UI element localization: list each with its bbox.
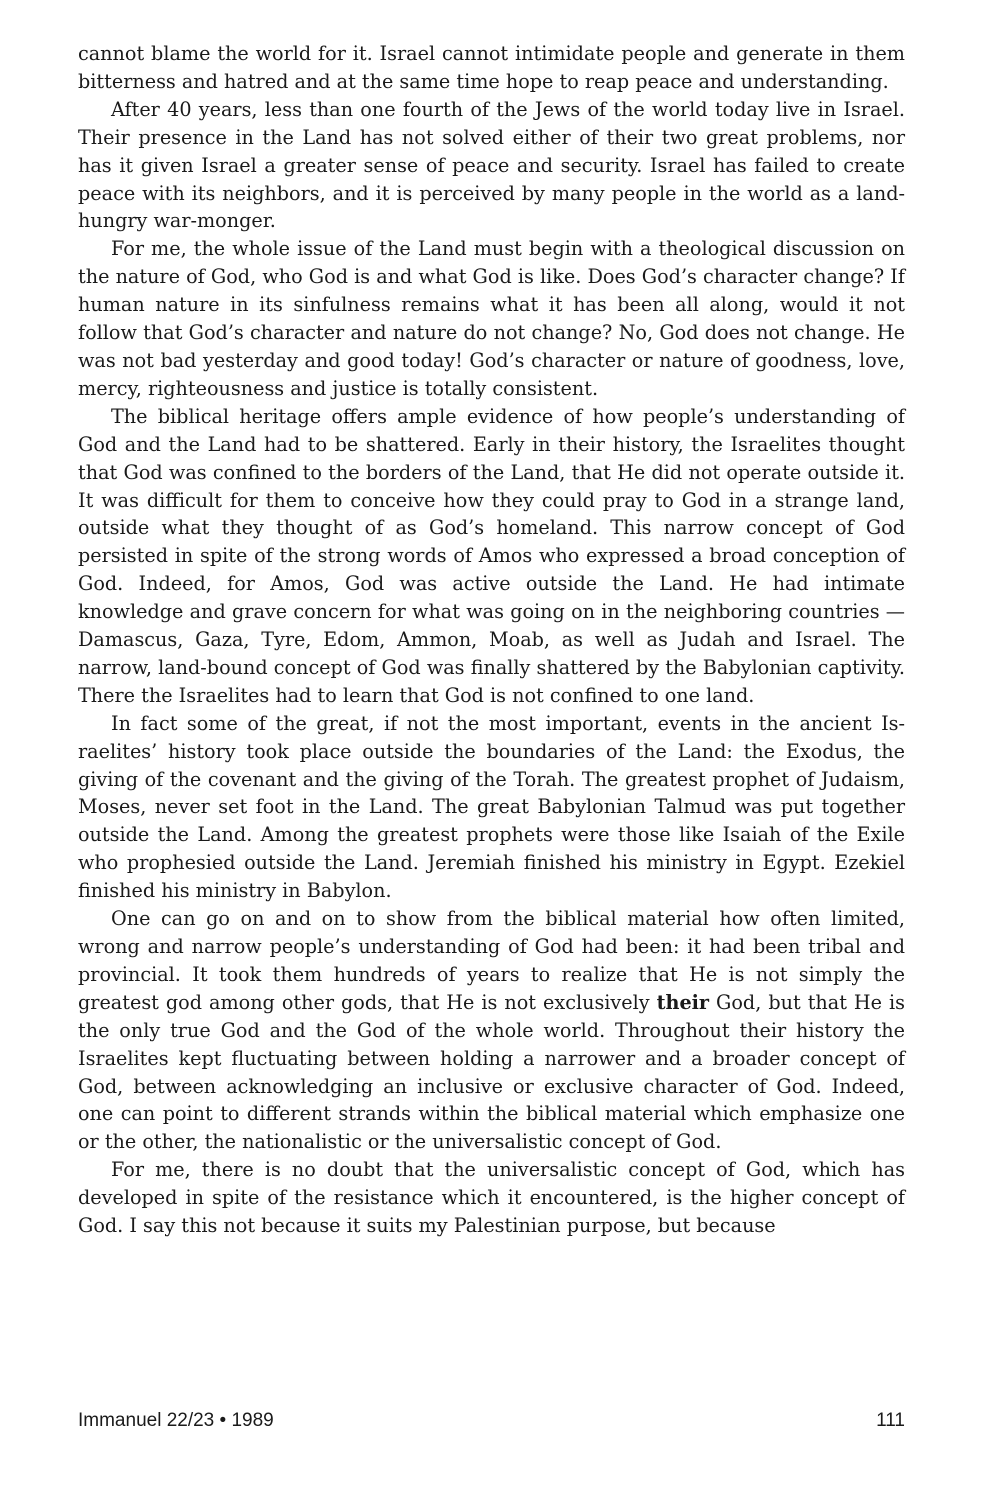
emphasized-word: their <box>656 990 710 1014</box>
paragraph-2: After 40 years, less than one fourth of the Jews of the world today live in Israel. Their presence in the Land has not solved either of their two great problems, nor has it given Israel a greater sense of peace and security. Israel has failed to create peace with its neighbors, and it is perceived by many people in the world as a land-hungry war-monger. <box>78 97 905 233</box>
paragraph-5: In fact some of the great, if not the most important, events in the ancient Israelites’ history took place outside the boundaries of the Land: the Exodus, the giving of the covenant and the giving of the Torah. The greatest prophet of Judaism, Moses, never set foot in the Land. The great Babylonian Talmud was put together outside the Land. Among the greatest prophets were those like Isaiah of the Exile who prophesied outside the Land. Jeremiah finished his ministry in Egypt. Ezekiel finished his ministry in Babylon. <box>78 711 905 903</box>
page-number: 111 <box>876 1410 905 1431</box>
page-footer <box>78 1409 905 1433</box>
paragraph-1: cannot blame the world for it. Israel cannot intimidate people and generate in them bitterness and hatred and at the same time hope to reap peace and understanding. <box>78 42 905 93</box>
paragraph-6-text-end: God, but that He is the only true God and the God of the whole world. Throughout their history the Israelites kept fluctuating between holding a narrower and a broader concept of God, between acknowledging an inclusive or exclusive character of God. Indeed, one can point to different strands within the biblical material which emphasize one or the other, the nationalistic or the universalistic concept of God. <box>78 990 906 1154</box>
paragraph-6 <box>78 905 905 1156</box>
paragraph-3: For me, the whole issue of the Land must begin with a theological discussion on the nature of God, who God is and what God is like. Does God’s character change? If human nature in its sinfulness remains what it has been all along, would it not follow that God’s character and nature do not change? No, God does not change. He was not bad yesterday and good today! God’s character or nature of goodness, love, mercy, righteousness and justice is totally consistent. <box>78 237 905 400</box>
paragraph-7: For me, there is no doubt that the universalistic concept of God, which has developed in spite of the resistance which it encountered, is the higher concept of God. I say this not because it suits my Palestinian purpose, but because <box>78 1158 905 1238</box>
body-text <box>78 40 905 1240</box>
paragraph-4: The biblical heritage offers ample evidence of how people’s understanding of God and the Land had to be shattered. Early in their history, the Israelites thought that God was confined to the borders of the Land, that He did not operate outside it. It was difficult for them to conceive how they could pray to God in a strange land, outside what they thought of as God’s homeland. This narrow concept of God persisted in spite of the strong words of Amos who expressed a broad conception of God. Indeed, for Amos, God was active outside the Land. He had intimate knowledge and grave concern for what was going on in the neighboring countries — Damascus, Gaza, Tyre, Edom, Ammon, Moab, as well as Judah and Israel. The narrow, land-bound concept of God was finally shattered by the Babylonian captivity. There the Israelites had to learn that God is not confined to one land. <box>78 404 905 707</box>
journal-citation: Immanuel 22/23 • 1989 <box>78 1410 274 1431</box>
paragraph-6-text-start: One can go on and on to show from the biblical material how often limited, wrong and narrow people’s understanding of God had been: it had been tribal and provincial. It took them hundreds of years to realize that He is not simply the greatest god among other gods, that He is not exclusively <box>78 907 905 1014</box>
